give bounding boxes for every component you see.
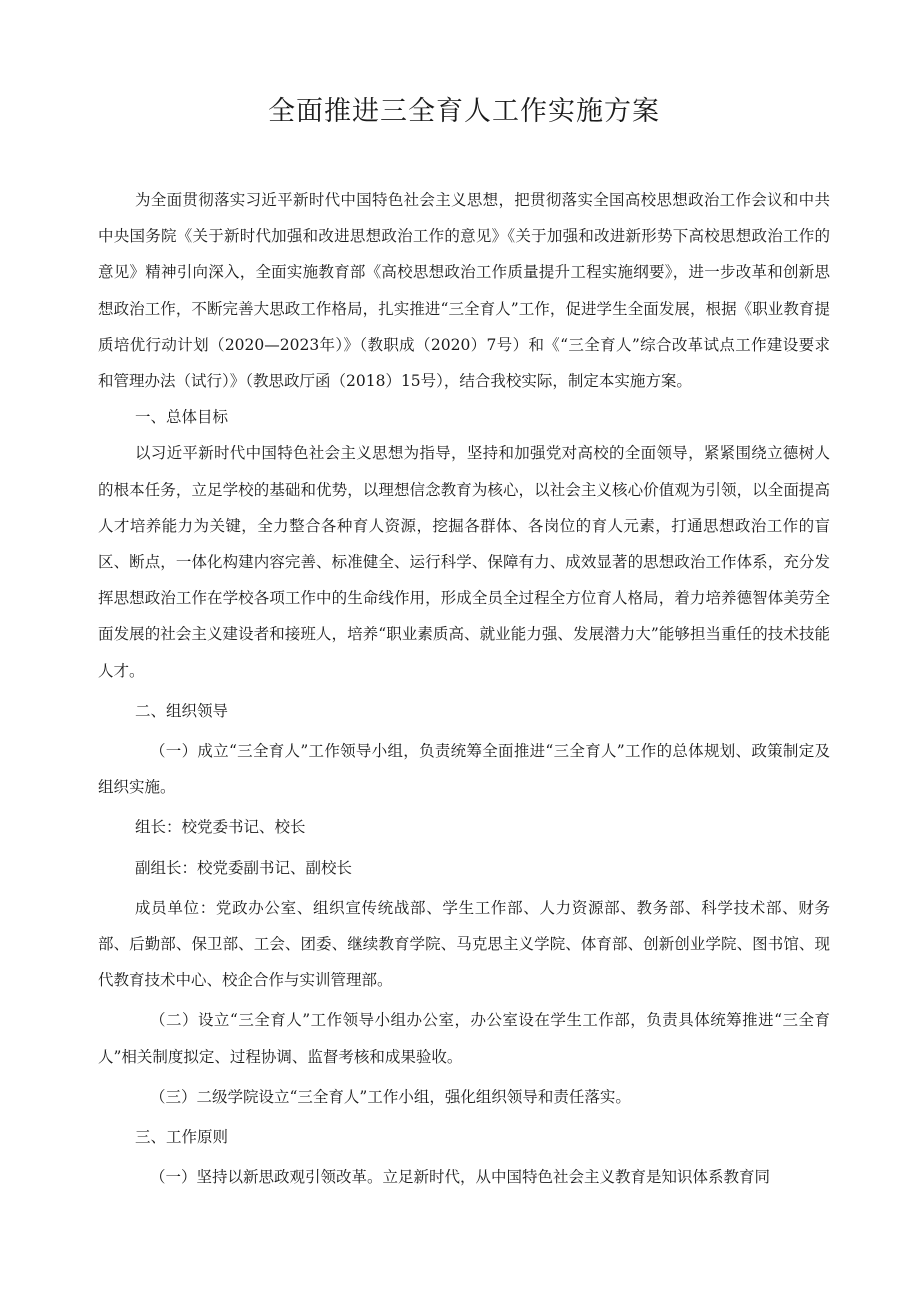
section3-item1: （一）坚持以新思政观引领改革。立足新时代，从中国特色社会主义教育是知识体系教育同 <box>150 1168 771 1187</box>
section1-heading: 一、总体目标 <box>135 408 229 427</box>
section1-body: 以习近平新时代中国特色社会主义思想为指导，坚持和加强党对高校的全面领导，紧紧围绕立德树人的根本任务，立足学校的基础和优势，以理想信念教育为核心，以社会主义核心价值观为引领，以全面提高人才培养能力为关键，全力整合各种育人资源，挖掘各群体、各岗位的育人元素，打通思想政治工作的盲区、断点，一体化构建内容完善、标准健全、运行科学、保障有力、成效显著的思想政治工作体系，充分发挥思想政治工作在学校各项工作中的生命线作用，形成全员全过程全方位育人格局，着力培养德智体美劳全面发展的社会主义建设者和接班人，培养“职业素质高、就业能力强、发展潜力大”能够担当重任的技术技能人才。 <box>98 444 830 680</box>
section2-heading: 二、组织领导 <box>135 701 229 720</box>
section2-item3: （三）二级学院设立“三全育人”工作小组，强化组织领导和责任落实。 <box>150 1087 631 1106</box>
deputy-leader-line: 副组长：校党委副书记、副校长 <box>135 858 353 877</box>
document-page <box>98 92 830 1195</box>
leader-line: 组长：校党委书记、校长 <box>135 818 306 837</box>
section2-item1: （一）成立“三全育人”工作领导小组，负责统筹全面推进“三全育人”工作的总体规划、政策制定及组织实施。 <box>98 742 830 797</box>
intro-paragraph: 为全面贯彻落实习近平新时代中国特色社会主义思想，把贯彻落实全国高校思想政治工作会议和中共中央国务院《关于新时代加强和改进思想政治工作的意见》《关于加强和改进新形势下高校思想政治工作的意见》精神引向深入，全面实施教育部《高校思想政治工作质量提升工程实施纲要》，进一步改革和创新思想政治工作，不断完善大思政工作格局，扎实推进“三全育人”工作，促进学生全面发展，根据《职业教育提质培优行动计划（2020—2023年）》（教职成（2020）7号）和《“三全育人”综合改革试点工作建设要求和管理办法（试行）》（教思政厅函（2018）15号），结合我校实际，制定本实施方案。 <box>98 191 830 391</box>
section3-heading: 三、工作原则 <box>135 1128 229 1147</box>
document-title: 全面推进三全育人工作实施方案 <box>268 96 660 127</box>
members-line: 成员单位：党政办公室、组织宣传统战部、学生工作部、人力资源部、教务部、科学技术部、财务部、后勤部、保卫部、工会、团委、继续教育学院、马克思主义学院、体育部、创新创业学院、图书馆、现代教育技术中心、校企合作与实训管理部。 <box>98 898 830 990</box>
section2-item2: （二）设立“三全育人”工作领导小组办公室，办公室设在学生工作部，负责具体统筹推进“三全育人”相关制度拟定、过程协调、监督考核和成果验收。 <box>98 1011 830 1066</box>
